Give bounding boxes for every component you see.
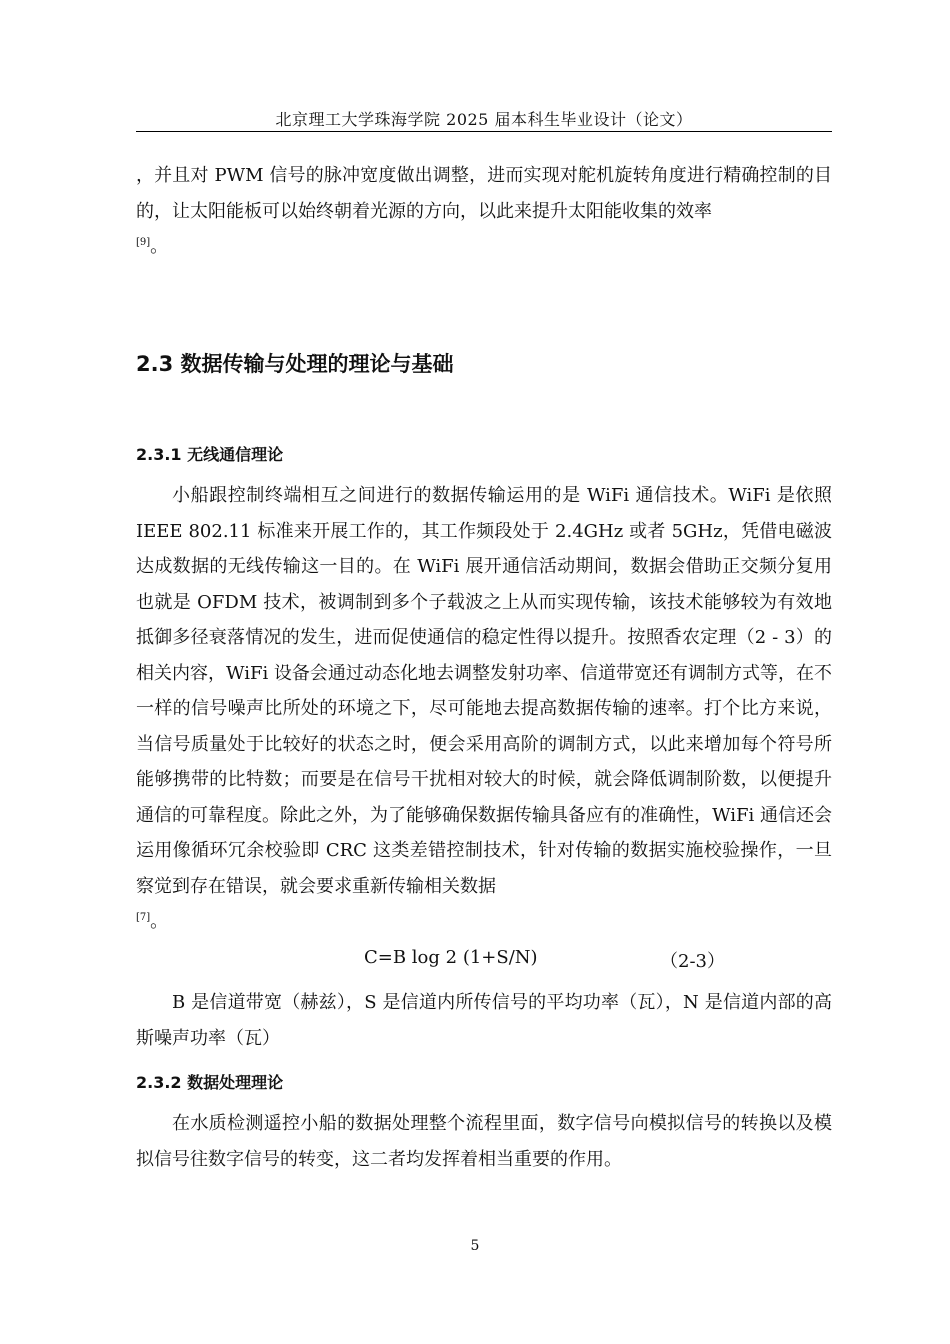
paragraph-text: ，并且对 PWM 信号的脉冲宽度做出调整，进而实现对舵机旋转角度进行精确控制的目的，让太阳能板可以始终朝着光源的方向，以此来提升太阳能收集的效率 bbox=[136, 165, 832, 222]
paragraph-wifi bbox=[136, 478, 832, 940]
paragraph-text: 小船跟控制终端相互之间进行的数据传输运用的是 WiFi 通信技术。WiFi 是依照 IEEE 802.11 标准来开展工作的，其工作频段处于 2.4GHz 或者 5GHz，凭借电磁波达成数据的无线传输这一目的。在 WiFi 展开通信活动期间，数据会借助正交频分复用也就是 OFDM 技术，被调制到多个子载波之上从而实现传输，该技术能够较为有效地抵御多径衰落情况的发生，进而促使通信的稳定性得以提升。按照香农定理（2 - 3）的相关内容，WiFi 设备会通过动态化地去调整发射功率、信道带宽还有调制方式等，在不一样的信号噪声比所处的环境之下，尽可能地去提高数据传输的速率。打个比方来说，当信号质量处于比较好的状态之时，便会采用高阶的调制方式，以此来增加每个符号所能够携带的比特数；而要是在信号干扰相对较大的时候，就会降低调制阶数，以便提升通信的可靠程度。除此之外，为了能够确保数据传输具备应有的准确性，WiFi 通信还会运用像循环冗余校验即 CRC 这类差错控制技术，针对传输的数据实施校验操作，一旦察觉到存在错误，就会要求重新传输相关数据 bbox=[136, 485, 832, 897]
citation-ref: [7] bbox=[136, 912, 151, 923]
subsection-heading-processing: 2.3.2 数据处理理论 bbox=[136, 1073, 284, 1092]
formula-number: （2-3） bbox=[660, 951, 725, 972]
page-header: 北京理工大学珠海学院 2025 届本科生毕业设计（论文） bbox=[275, 110, 693, 129]
paragraph-formula-explanation: B 是信道带宽（赫兹），S 是信道内所传信号的平均功率（瓦），N 是信道内部的高斯噪声功率（瓦） bbox=[136, 992, 832, 1049]
subsection-heading-wireless: 2.3.1 无线通信理论 bbox=[136, 445, 284, 464]
section-heading: 2.3 数据传输与处理的理论与基础 bbox=[136, 352, 454, 376]
paragraph-processing: 在水质检测遥控小船的数据处理整个流程里面，数字信号向模拟信号的转换以及模拟信号往数字信号的转变，这二者均发挥着相当重要的作用。 bbox=[136, 1113, 832, 1170]
header-divider bbox=[136, 131, 832, 132]
paragraph-end: 。 bbox=[150, 236, 169, 257]
citation-ref: [9] bbox=[136, 237, 151, 248]
formula-expression: C=B log 2 (1+S/N) bbox=[364, 947, 538, 968]
paragraph-end: 。 bbox=[150, 911, 169, 932]
paragraph-continuation bbox=[136, 158, 832, 265]
page-number: 5 bbox=[470, 1238, 480, 1254]
